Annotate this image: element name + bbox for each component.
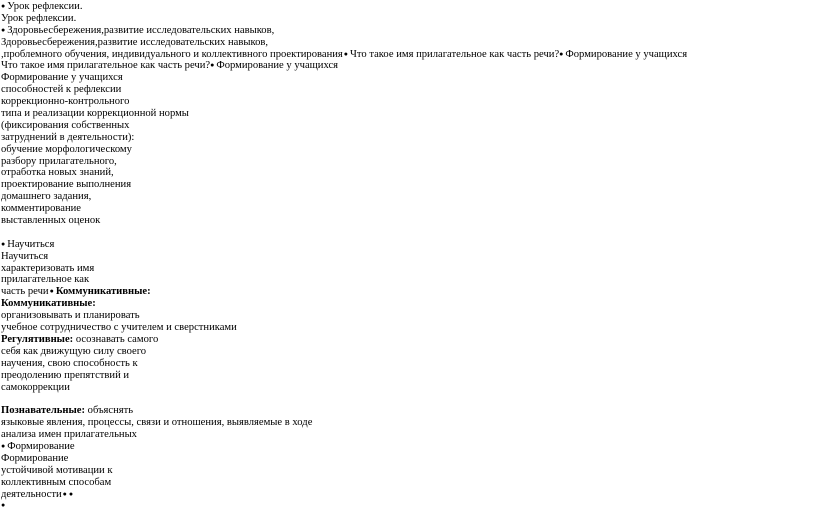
text-line: Коммуникативные: xyxy=(1,298,96,310)
text-line: Формирование у учащихся xyxy=(1,72,123,84)
text-line: Познавательные: объяснять xyxy=(1,405,134,417)
text-line: ● Научиться xyxy=(1,239,813,251)
text-line: ● Здоровьесбережения,развитие исследовательских навыков, xyxy=(1,25,813,37)
text-line: Что такое имя прилагательное как часть речи?● Формирование у учащихся xyxy=(1,60,813,72)
text-line: ● Формирование xyxy=(1,441,813,453)
text-line: Научиться xyxy=(1,250,49,262)
text-line: разбору прилагательного, xyxy=(1,155,117,167)
text-line: проектирование выполнения xyxy=(1,179,132,191)
text-line: затруднений в деятельности): xyxy=(1,131,135,143)
text-line: прилагательное как xyxy=(1,274,90,286)
text-line: отработка новых знаний, xyxy=(1,167,114,179)
text-line: домашнего задания, xyxy=(1,191,92,203)
text-line: самокоррекции xyxy=(1,381,70,393)
text-line: способностей к рефлексии xyxy=(1,84,122,96)
text-line: учебное сотрудничество с учителем и сверстниками xyxy=(1,322,237,334)
blank-line xyxy=(1,393,813,405)
text-line: научения, свою способность к xyxy=(1,357,138,369)
text-line: обучение морфологическому xyxy=(1,143,132,155)
text-line: коррекционно-контрольного xyxy=(1,96,130,108)
text-line: выставленных оценок xyxy=(1,215,101,227)
text-line: анализа имен прилагательных xyxy=(1,429,137,441)
text-line: преодолению препятствий и xyxy=(1,369,130,381)
text-line: часть речи● Коммуникативные: xyxy=(1,286,813,298)
blank-line xyxy=(1,227,813,239)
text-line: языковые явления, процессы, связи и отношения, выявляемые в ходе xyxy=(1,417,313,429)
text-line: типа и реализации коррекционной нормы xyxy=(1,108,189,120)
text-line: Формирование xyxy=(1,452,69,464)
document-body xyxy=(1,1,813,512)
text-line: характеризовать имя xyxy=(1,262,95,274)
text-line xyxy=(1,500,813,512)
text-line: комментирование xyxy=(1,203,81,215)
text-line: устойчивой мотивации к xyxy=(1,464,113,476)
text-line: себя как движущую силу своего xyxy=(1,345,147,357)
text-line: (фиксирования собственных xyxy=(1,119,130,131)
text-line: коллективным способам xyxy=(1,476,112,488)
text-line: Урок рефлексии. xyxy=(1,12,77,24)
text-line: ,проблемного обучения, индивидуального и коллективного проектирования● Что такое имя прилагательное как часть речи?● Формирование у учащихся xyxy=(1,49,813,61)
text-line: организовывать и планировать xyxy=(1,310,140,322)
text-line: Здоровьесбережения,развитие исследовательских навыков, xyxy=(1,36,269,48)
text-line: Регулятивные: осознавать самого xyxy=(1,333,159,345)
text-line: деятельности● ● xyxy=(1,489,813,501)
text-line: ● Урок рефлексии. xyxy=(1,1,813,13)
